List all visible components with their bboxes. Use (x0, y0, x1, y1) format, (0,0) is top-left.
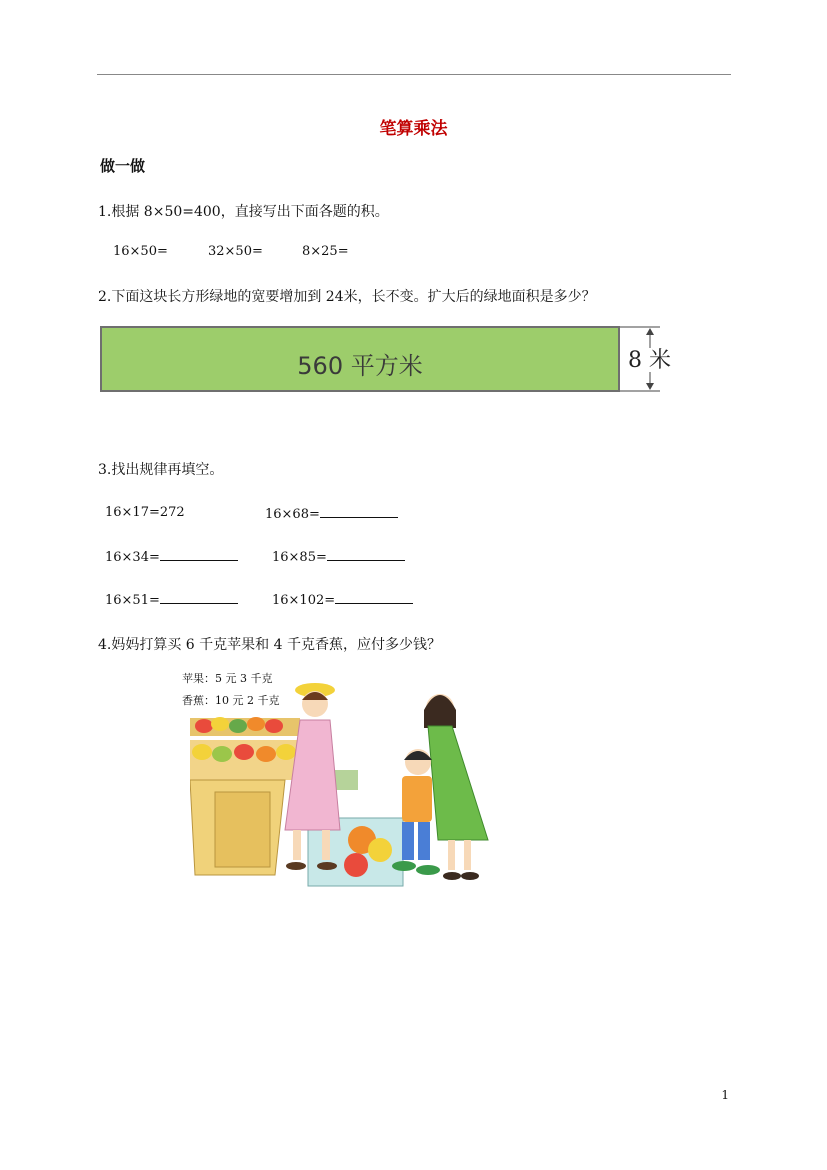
answer-blank[interactable] (320, 505, 398, 518)
green-field-rectangle (100, 326, 620, 392)
market-scene-image (190, 680, 496, 894)
q1-expression-1: 16×50= (113, 244, 168, 259)
q1-expression-2: 32×50= (208, 244, 263, 259)
question-3: 3.找出规律再填空。 (98, 462, 224, 478)
answer-blank[interactable] (335, 591, 413, 604)
width-label: 8 米 (628, 348, 671, 373)
question-2: 2.下面这块长方形绿地的宽要增加到 24米，长不变。扩大后的绿地面积是多少？ (98, 289, 596, 305)
q3-expression: 16×51= (105, 591, 238, 608)
question-1: 1.根据 8×50=400，直接写出下面各题的积。 (98, 204, 389, 220)
q3-expression: 16×68= (265, 505, 398, 522)
q3-expression: 16×85= (272, 548, 405, 565)
page-number: 1 (721, 1088, 729, 1102)
question-4: 4.妈妈打算买 6 千克苹果和 4 千克香蕉，应付多少钱？ (98, 637, 441, 653)
q3-expression: 16×34= (105, 548, 238, 565)
area-label: 560 平方米 (297, 352, 423, 380)
answer-blank[interactable] (327, 548, 405, 561)
answer-blank[interactable] (160, 548, 238, 561)
answer-blank[interactable] (160, 591, 238, 604)
price-banana: 香蕉：10 元 2 千克 (182, 694, 280, 707)
price-apple: 苹果：5 元 3 千克 (182, 672, 273, 685)
page-title: 笔算乘法 (379, 119, 448, 139)
header-rule (97, 74, 731, 75)
shopping-illustration (190, 680, 496, 894)
q1-expression-3: 8×25= (302, 244, 349, 259)
width-dimension (620, 326, 692, 392)
section-heading: 做一做 (100, 157, 146, 175)
q3-expression: 16×102= (272, 591, 413, 608)
q3-expression: 16×17=272 (105, 505, 185, 520)
